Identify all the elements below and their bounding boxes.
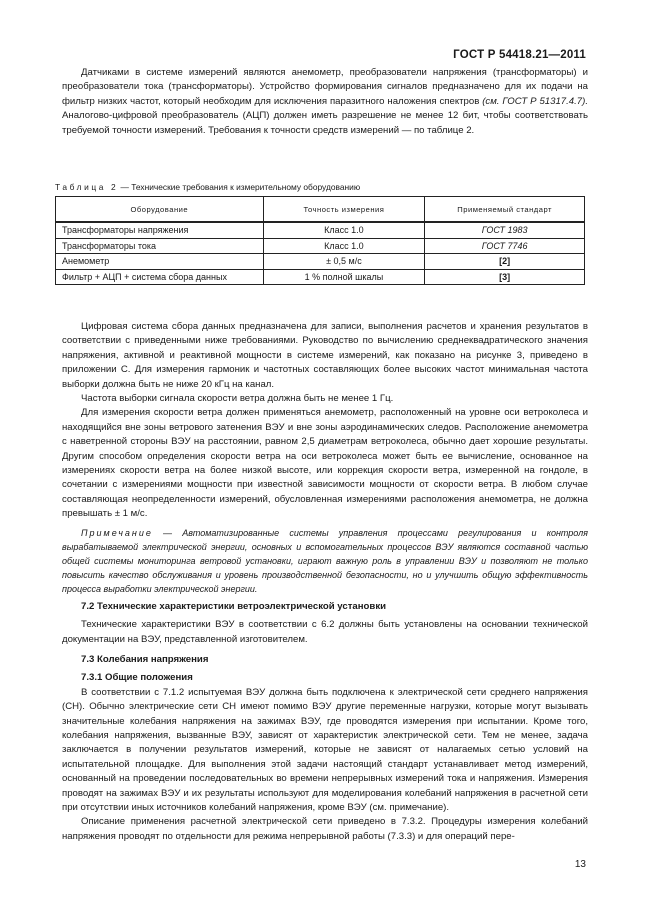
table-row: Трансформаторы тока Класс 1.0 ГОСТ 7746 bbox=[56, 238, 585, 254]
sampling-frequency-paragraph: Частота выборки сигнала скорости ветра должна быть не менее 1 Гц. bbox=[81, 393, 394, 405]
header-accuracy: Точность измерения bbox=[263, 197, 425, 223]
digital-system-paragraph: Цифровая система сбора данных предназначена для записи, выполнения расчетов и хранения результатов в соответствии с приведенными ниже требованиями. Руководство по вычислению среднеквадратического значения напряжения, активной и реактивной мощности в системе измерений, как показано на рисунке 3, приведено в приложении С. Для измерения гармоник и частотных составляющих более высоких частот минимальная частота выборки должна быть не ниже 20 кГц на канал. bbox=[62, 321, 588, 390]
header-standard: Применяемый стандарт bbox=[425, 197, 585, 223]
page-number: 13 bbox=[574, 859, 586, 870]
table-header-row bbox=[56, 197, 585, 223]
table-row: Трансформаторы напряжения Класс 1.0 ГОСТ 1983 bbox=[56, 222, 585, 238]
equipment-requirements-table bbox=[55, 196, 585, 285]
section-7-3-1-heading: 7.3.1 Общие положения bbox=[81, 672, 193, 684]
body-text-block bbox=[62, 320, 588, 844]
sensors-paragraph: Датчиками в системе измерений являются анемометр, преобразователи напряжения (трансформаторы) и преобразователи тока (трансформаторы). Устройство формирования сигналов предназначено для их подачи на фильтр низких частот, который необходим для исключения паразитного наложения спектров (см. ГОСТ Р 51317.4.7). Аналогово-цифровой преобразователь (АЦП) должен иметь разрешение не менее 12 бит, чтобы соответствовать требуемой точности измерений. Требования к точности средств измерений — по таблице 2. bbox=[62, 67, 588, 136]
standard-code-header: ГОСТ Р 54418.21—2011 bbox=[453, 49, 586, 61]
section-7-2-text: Технические характеристики ВЭУ в соответствии с 6.2 должны быть установлены на основании технической документации на ВЭУ, представленной изготовителем. bbox=[62, 619, 588, 645]
wind-measurement-paragraph: Для измерения скорости ветра должен применяться анемометр, расположенный на уровне оси ветроколеса и находящийся вне зоны ветрового затенения ВЭУ и вне зоны аэродинамических следов. Расположение анемометра с наветренной стороны ВЭУ на расстоянии, равном 2,5 диаметрам ветроколеса, обычно дает хорошие результаты. Другим способом определения скорости ветра на оси ветроколеса может быть ее вычисление, основанное на измерениях скорости ветра на более низкой высоте, или коррекция скорости ветра, измеренной на гондоле, в сочетании с измерениями мощности при известной зависимости мощности от скорости ветра. В любом случае составляющая неопределенности измерений, обусловленная измерениями расположения анемометра, не должна превышать ± 1 м/с. bbox=[62, 407, 588, 520]
gost-reference: (см. ГОСТ Р 51317.4.7). bbox=[482, 95, 588, 107]
note-paragraph: Примечание — Автоматизированные системы управления процессами регулирования и контроля вырабатываемой электрической энергии, основных и вспомогательных процессов ВЭУ являются составной частью общей системы мониторинга ветровой установки, играют важную роль в управлении ВЭУ и позволяют не только повысить качество обслуживания и уровень производственной безопасности, но и улучшить общую эффективность процесса выработки электрической энергии. bbox=[62, 527, 588, 594]
header-equipment: Оборудование bbox=[56, 197, 264, 223]
section-7-3-1-text-continued: Описание применения расчетной электрической сети приведено в 7.3.2. Процедуры измерения колебаний напряжения проводят по отдельности для режима непрерывной работы (7.3.3) и для операций пере- bbox=[62, 816, 588, 842]
sensors-block bbox=[62, 66, 588, 138]
table-row: Фильтр + АЦП + система сбора данных 1 % полной шкалы [3] bbox=[56, 269, 585, 285]
table-caption: Таблица 2 — Технические требования к измерительному оборудованию bbox=[55, 182, 361, 192]
table-row: Анемометр ± 0,5 м/с [2] bbox=[56, 254, 585, 270]
section-7-3-1-text: В соответствии с 7.1.2 испытуемая ВЭУ должна быть подключена к электрической сети среднего напряжения (СН). Обычно электрические сети СН имеют помимо ВЭУ другие переменные нагрузки, которые могут вызывать значительные колебания напряжения на зажимах ВЭУ, где проводятся измерения при испытании. Кроме того, колебания напряжения, вызванные ВЭУ, зависят от характеристик электрической сети. Тем не менее, задача заключается в получении результатов измерений, которые не зависят от налагаемых сетью условий на испытательной площадке. Для выполнения этой задачи настоящий стандарт устанавливает метод измерений, основанный на проведении последовательных во времени непрерывных измерений тока и напряжения. Измерения проводят на зажимах ВЭУ и их результаты используют для моделирования колебаний напряжения в расчетной сети при отсутствии иных источников колебаний напряжения, кроме ВЭУ (см. примечание). bbox=[62, 686, 588, 813]
section-7-2-heading: 7.2 Технические характеристики ветроэлектрической установки bbox=[81, 600, 387, 612]
section-7-3-heading: 7.3 Колебания напряжения bbox=[81, 653, 209, 665]
